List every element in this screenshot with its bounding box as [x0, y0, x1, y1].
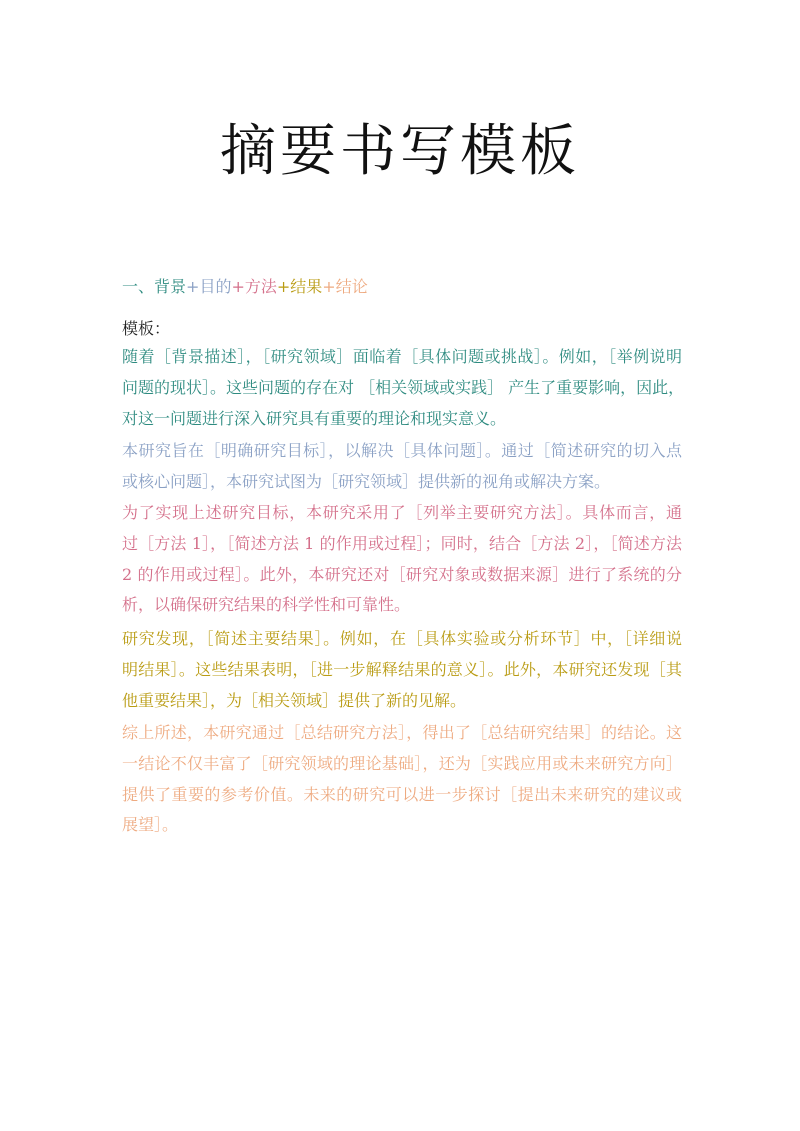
paragraph-line: 问题的现状］。这些问题的存在对 ［相关领域或实践］ 产生了重要影响，因此， — [122, 377, 685, 397]
template-label: 模板： — [122, 319, 171, 338]
method-paragraph — [122, 498, 682, 621]
paragraph-line: 研究发现，［简述主要结果］。例如，在［具体实验或分析环节］中，［详细说 — [122, 629, 682, 648]
paragraph-line: 过［方法 1］，［简述方法 1 的作用或过程］；同时，结合［方法 2］，［简述方法 — [122, 533, 682, 553]
heading-background: 背景 — [154, 277, 187, 296]
background-paragraph — [122, 342, 685, 434]
paragraph-line: 明结果］。这些结果表明，［进一步解释结果的意义］。此外，本研究还发现［其 — [122, 659, 682, 679]
heading-plus-1: + — [186, 277, 200, 296]
paragraph-line: 对这一问题进行深入研究具有重要的理论和现实意义。 — [122, 408, 507, 428]
heading-plus-2: + — [231, 277, 245, 296]
heading-purpose: 目的 — [199, 277, 232, 296]
paragraph-line: 2 的作用或过程］。此外，本研究还对［研究对象或数据来源］进行了系统的分 — [122, 564, 682, 584]
heading-plus-3: + — [276, 277, 291, 296]
heading-plus-4: + — [322, 277, 336, 296]
paragraph-line: 为了实现上述研究目标，本研究采用了［列举主要研究方法］。具体而言，通 — [122, 503, 682, 522]
paragraph-line: 一结论不仅丰富了［研究领域的理论基础］，还为［实践应用或未来研究方向］ — [122, 753, 682, 773]
section-heading — [122, 274, 368, 300]
paragraph-line: 展望］。 — [122, 815, 179, 835]
document-title: 摘要书写模板 — [220, 119, 580, 184]
conclusion-paragraph — [122, 718, 682, 841]
heading-result: 结果 — [290, 277, 323, 296]
paragraph-line: 他重要结果］，为［相关领域］提供了新的见解。 — [122, 690, 467, 710]
heading-method: 方法 — [244, 277, 277, 296]
heading-prefix: 一、 — [122, 277, 155, 296]
paragraph-line: 或核心问题］，本研究试图为［研究领域］提供新的视角或解决方案。 — [122, 471, 611, 491]
result-paragraph — [122, 624, 682, 716]
paragraph-line: 综上所述，本研究通过［总结研究方法］，得出了［总结研究结果］的结论。这 — [122, 723, 682, 742]
paragraph-line: 随着［背景描述］，［研究领域］面临着［具体问题或挑战］。例如，［举例说明 — [122, 347, 682, 366]
paragraph-line: 提供了重要的参考价值。未来的研究可以进一步探讨［提出未来研究的建议或 — [122, 784, 682, 804]
paragraph-line: 本研究旨在［明确研究目标］，以解决［具体问题］。通过［简述研究的切入点 — [122, 441, 682, 460]
purpose-paragraph — [122, 436, 682, 498]
paragraph-line: 析，以确保研究结果的科学性和可靠性。 — [122, 595, 411, 615]
heading-conclusion: 结论 — [335, 277, 368, 296]
